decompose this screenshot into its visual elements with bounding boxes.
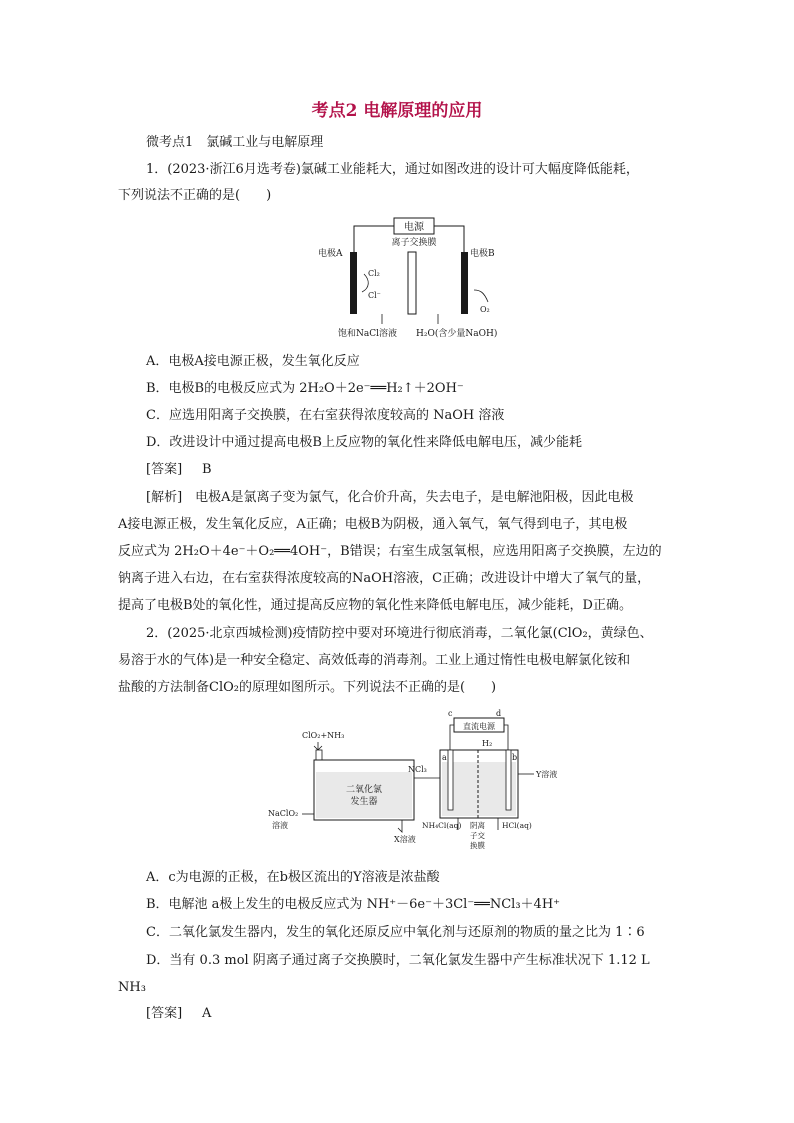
- section-heading: 微考点1 氯碱工业与电解原理: [146, 135, 324, 150]
- q2-option-d-continuation: NH₃: [118, 980, 146, 995]
- q2-dc-power-label: 直流电源: [463, 722, 495, 731]
- q2-x-outlet-arrow: [398, 820, 402, 832]
- q2-membrane-label-line1: 阴离: [470, 821, 485, 830]
- q2-wire-b: [504, 725, 508, 750]
- q2-electrolysis-figure: [262, 706, 562, 856]
- q2-answer-label: [答案]: [146, 1006, 183, 1021]
- q1-wire-right: [434, 226, 464, 252]
- q1-o2-label: O₂: [480, 305, 490, 314]
- q2-generator-neck: [316, 750, 322, 760]
- q1-answer: B: [202, 462, 212, 477]
- q2-naclo2-label-line1: NaClO₂: [268, 809, 299, 818]
- q2-option-b: B．电解池 a极上发生的电极反应式为 NH⁺－6e⁻＋3Cl⁻══NCl₃＋4H⁺: [146, 897, 561, 912]
- q1-option-d: D．改进设计中通过提高电极B上反应物的氧化性来降低电解电压，减少能耗: [146, 435, 582, 450]
- q1-option-a: A．电极A接电源正极，发生氧化反应: [146, 354, 360, 369]
- q2-y-solution-label: Y溶液: [536, 770, 558, 779]
- q2-top-products-label: ClO₂+NH₃: [302, 731, 345, 740]
- q1-ion-exchange-membrane: [408, 252, 416, 314]
- q1-analysis-line2: A接电源正极，发生氧化反应，A正确；电极B为阴极，通入氧气，氧气得到电子，其电极: [118, 517, 628, 532]
- q1-cl2-label: Cl₂: [368, 269, 380, 278]
- q2-membrane-label-line2: 子交: [470, 831, 485, 840]
- q2-electrode-b: [506, 750, 511, 810]
- q2-stem-line1: 2．(2025·北京西城检测)疫情防控中要对环境进行彻底消毒，二氧化氯(ClO₂，黄绿色、: [146, 626, 653, 641]
- q1-stem-line2: 下列说法不正确的是( ): [118, 188, 272, 203]
- q2-generator-label-line2: 发生器: [350, 797, 378, 807]
- q1-membrane-label: 离子交换膜: [391, 238, 437, 248]
- q2-naclo2-label-line2: 溶液: [272, 821, 288, 830]
- q1-answer-label: [答案]: [146, 462, 183, 477]
- q2-electrode-b-label: b: [512, 753, 518, 762]
- q1-o2-arrow: [474, 290, 488, 302]
- q1-analysis-line1: [解析] 电极A是氯离子变为氯气，化合价升高，失去电子，是电解池阳极，因此电极: [146, 490, 634, 505]
- q1-wire-left: [354, 226, 394, 252]
- q1-analysis-line3: 反应式为 2H₂O＋4e⁻＋O₂══4OH⁻，B错误；右室生成氢氧根，应选用阳离子交换膜，左边的: [118, 544, 662, 559]
- q2-stem-line2: 易溶于水的气体)是一种安全稳定、高效低毒的消毒剂。工业上通过惰性电极电解氯化铵和: [118, 653, 631, 668]
- q1-analysis-line5: 提高了电极B处的氧化性，通过提高反应物的氧化性来降低电解电压，减少能耗，D正确。: [118, 598, 632, 613]
- q1-electrode-a: [350, 252, 357, 314]
- q2-terminal-c: c: [448, 709, 453, 718]
- q2-ncl3-label: NCl₃: [408, 765, 427, 774]
- q2-nh4cl-label: NH₄Cl(aq): [422, 821, 462, 830]
- q1-electrolysis-figure: [312, 214, 522, 344]
- q2-electrode-a-label: a: [442, 753, 447, 762]
- q2-answer: A: [202, 1006, 212, 1021]
- q1-analysis-line4: 钠离子进入右边，在右室获得浓度较高的NaOH溶液，C正确；改进设计中增大了氧气的量，: [118, 571, 651, 586]
- q1-electrode-b: [461, 252, 468, 314]
- q2-hcl-label: HCl(aq): [502, 821, 532, 830]
- q2-wire-a: [450, 725, 454, 750]
- q2-x-solution-label: X溶液: [394, 835, 416, 844]
- q2-generator-label-line1: 二氧化氯: [345, 785, 383, 795]
- q1-power-label: 电源: [404, 222, 424, 233]
- q1-inlet-right-label: H₂O(含少量NaOH): [416, 329, 498, 339]
- q1-electrode-a-label: 电极A: [318, 249, 343, 259]
- q1-electrode-b-label: 电极B: [470, 249, 495, 259]
- q1-inlet-left-label: 饱和NaCl溶液: [338, 329, 398, 339]
- q1-stem-line1: 1．(2023·浙江6月选考卷)氯碱工业能耗大，通过如图改进的设计可大幅度降低能耗，: [146, 162, 639, 177]
- q2-option-a: A．c为电源的正极，在b极区流出的Y溶液是浓盐酸: [146, 870, 440, 885]
- q2-generator-solution: [316, 772, 412, 818]
- q2-stem-line3: 盐酸的方法制备ClO₂的原理如图所示。下列说法不正确的是( ): [118, 680, 497, 695]
- q2-terminal-d: d: [496, 709, 502, 718]
- q1-option-c: C．应选用阳离子交换膜，在右室获得浓度较高的 NaOH 溶液: [146, 408, 505, 423]
- q2-h2-label: H₂: [482, 739, 493, 748]
- q2-option-c: C．二氧化氯发生器内，发生的氧化还原反应中氧化剂与还原剂的物质的量之比为 1∶6: [146, 925, 645, 940]
- q2-option-d: D．当有 0.3 mol 阴离子通过离子交换膜时，二氧化氯发生器中产生标准状况下 1.12 L: [146, 953, 650, 968]
- q1-option-b: B．电极B的电极反应式为 2H₂O＋2e⁻══H₂↑＋2OH⁻: [146, 381, 464, 396]
- q2-membrane-label-line3: 换膜: [470, 841, 485, 850]
- q2-electrode-a: [448, 750, 453, 810]
- q2-generator-outlet-arrow: [314, 742, 322, 750]
- q1-cl-minus-label: Cl⁻: [368, 291, 381, 300]
- page-title: 考点2 电解原理的应用: [311, 101, 483, 121]
